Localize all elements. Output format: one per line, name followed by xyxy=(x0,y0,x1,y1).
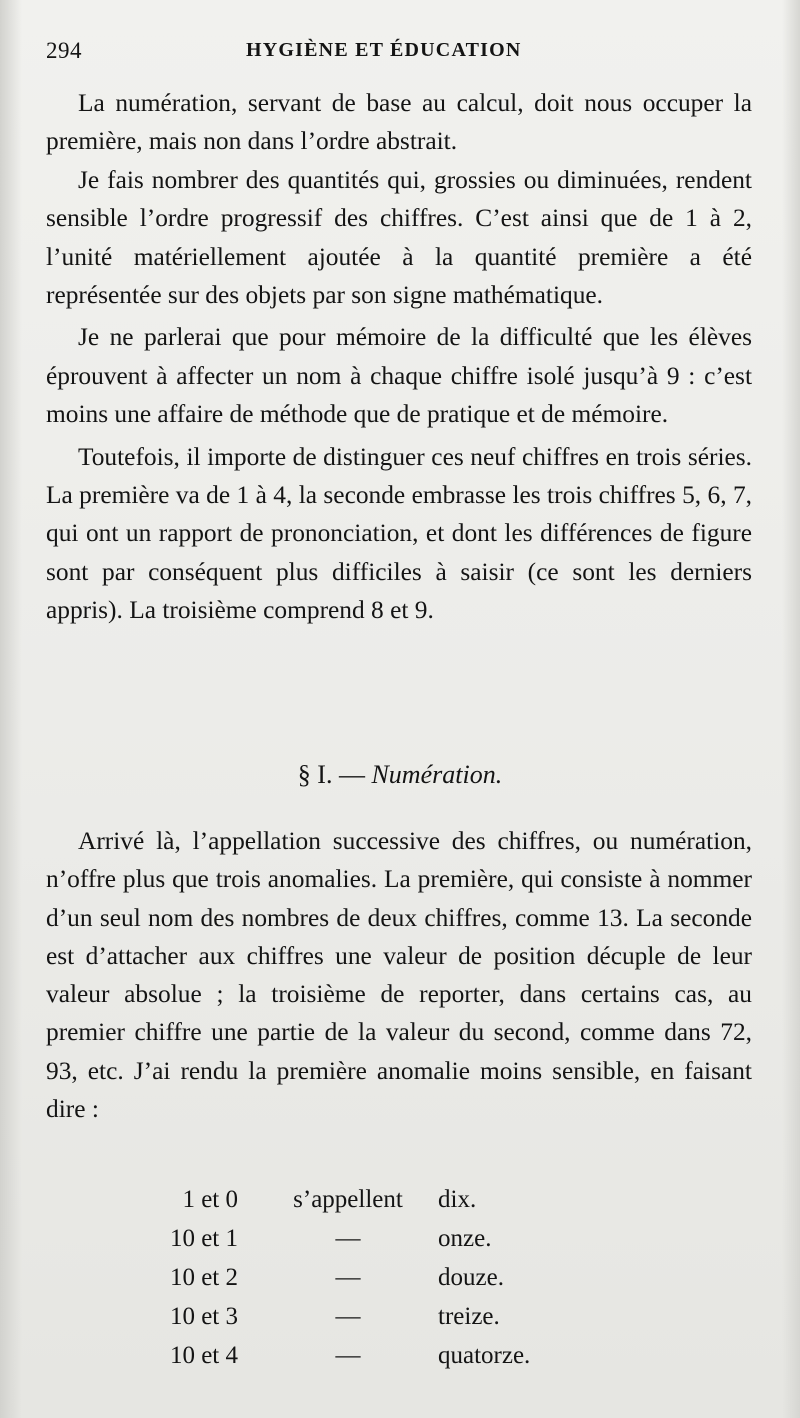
section-mark: § I. — xyxy=(297,760,372,789)
section-title: Numération. xyxy=(371,760,503,789)
paragraph: La numération, servant de base au calcul, doit nous occuper la première, mais non dans l’ordre abstrait. xyxy=(46,89,752,156)
digit-pair: 1 et 0 xyxy=(182,1186,238,1213)
paragraph: Toutefois, il importe de distinguer ces neuf chiffres en trois séries. La première va de 1 à 4, la seconde embrasse les trois chiffres 5, 6, 7, qui ont un rapport de prononciation, et dont les différences de figure sont par conséquent plus difficiles à saisir (ce sont les derniers appris). La troisième comprend 8 et 9. xyxy=(46,442,752,625)
paragraph: Je fais nombrer des quantités qui, grossies ou diminuées, rendent sensible l’ordre progressif des chiffres. C’est ainsi que de 1 à 2, l’unité matériellement ajoutée à la quantité première a été représentée sur des objets par son signe mathématique. xyxy=(46,165,752,310)
section-heading xyxy=(0,760,800,790)
page-header xyxy=(46,38,752,68)
verb: — xyxy=(335,1303,361,1330)
digit-pair: 10 et 4 xyxy=(169,1342,238,1369)
digit-pair: 10 et 1 xyxy=(169,1225,238,1252)
page-number: 294 xyxy=(46,38,82,63)
paragraph: Je ne parlerai que pour mémoire de la difficulté que les élèves éprouvent à affecter un nom à chaque chiffre isolé jusqu’à 9 : c’est moins une affaire de méthode que de pratique et de mémoire. xyxy=(46,323,752,429)
number-word: treize. xyxy=(438,1303,500,1330)
verb: s’appellent xyxy=(293,1186,403,1213)
number-word: quatorze. xyxy=(438,1342,531,1369)
paragraph: Arrivé là, l’appellation successive des chiffres, ou numération, n’offre plus que trois anomalies. La première, qui consiste à nommer d’un seul nom des nombres de deux chiffres, comme 13. La seconde est d’attacher aux chiffres une valeur de position décuple de leur valeur absolue ; la troisième de reporter, dans certains cas, au premier chiffre une partie de la valeur du second, comme dans 72, 93, etc. J’ai rendu la première anomalie moins sensible, en faisant dire : xyxy=(46,827,752,1124)
running-head: HYGIÈNE ET ÉDUCATION xyxy=(246,39,522,61)
number-word: douze. xyxy=(438,1264,504,1291)
number-word: dix. xyxy=(438,1186,477,1213)
verb: — xyxy=(335,1342,361,1369)
digit-pair: 10 et 3 xyxy=(169,1303,238,1330)
number-word: onze. xyxy=(438,1225,492,1252)
body-text-section xyxy=(46,822,752,1128)
verb: — xyxy=(335,1264,361,1291)
digit-pair: 10 et 2 xyxy=(169,1264,238,1291)
body-text xyxy=(46,80,752,630)
verb: — xyxy=(335,1225,361,1252)
